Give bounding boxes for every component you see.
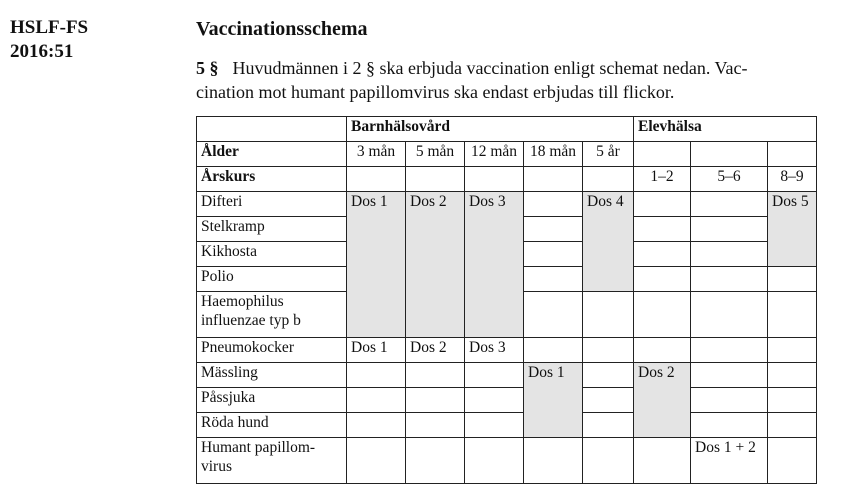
paragraph-line-1: Huvudmännen i 2 § ska erbjuda vaccination enligt schemat nedan. Vac- [232,58,748,78]
empty-cell [583,292,634,338]
dose-cell: Dos 2 [634,363,691,438]
empty-cell [465,438,524,484]
table-row-hpv [197,438,817,484]
table-row-pneumokocker [197,338,817,363]
age-cell: 3 mån [347,142,406,167]
empty-cell [406,413,465,438]
table-row-roda-hund [197,413,817,438]
empty-cell [634,338,691,363]
empty-cell [583,338,634,363]
empty-cell [634,267,691,292]
empty-cell [768,142,817,167]
vaccine-label: Kikhosta [197,242,347,267]
table-row-difteri [197,192,817,217]
empty-cell [465,413,524,438]
empty-cell [768,363,817,388]
group-header-barnhalsovard: Barnhälsovård [347,117,634,142]
vaccine-label: Difteri [197,192,347,217]
empty-cell [691,338,768,363]
empty-cell [583,363,634,388]
empty-cell [634,438,691,484]
empty-cell [347,388,406,413]
grade-cell: 1–2 [634,167,691,192]
empty-cell [524,192,583,217]
empty-cell [406,388,465,413]
empty-cell [691,292,768,338]
grade-row [197,167,817,192]
vaccine-label-line-2: influenzae typ b [201,312,301,329]
row-label-age: Ålder [197,142,347,167]
dose-cell: Dos 1 + 2 [691,438,768,484]
empty-cell [768,267,817,292]
empty-cell [768,413,817,438]
empty-cell [347,363,406,388]
empty-cell [524,267,583,292]
empty-cell [768,388,817,413]
vaccine-label-line-2: virus [201,458,232,475]
empty-cell [691,142,768,167]
vaccine-label: Mässling [197,363,347,388]
row-label-grade: Årskurs [197,167,347,192]
empty-cell [524,242,583,267]
empty-cell [347,413,406,438]
dose-cell: Dos 2 [406,192,465,338]
empty-cell [583,438,634,484]
empty-cell [691,217,768,242]
empty-cell [634,292,691,338]
dose-cell: Dos 1 [347,338,406,363]
vaccine-label: Påssjuka [197,388,347,413]
grade-cell: 8–9 [768,167,817,192]
empty-cell [524,438,583,484]
empty-cell [524,217,583,242]
age-cell: 5 år [583,142,634,167]
grade-cell: 5–6 [691,167,768,192]
dose-cell: Dos 5 [768,192,817,267]
empty-cell [634,192,691,217]
section-paragraph [196,56,824,104]
page-title: Vaccinationsschema [196,18,368,40]
dose-cell: Dos 4 [583,192,634,292]
doc-series: HSLF-FS [10,17,89,38]
empty-cell [524,167,583,192]
empty-cell [768,292,817,338]
empty-cell [691,388,768,413]
group-header-elevhalsa: Elevhälsa [634,117,817,142]
doc-number: 2016:51 [10,41,74,62]
table-row-massling [197,363,817,388]
vaccine-label: Stelkramp [197,217,347,242]
vaccine-label: Polio [197,267,347,292]
empty-cell [583,388,634,413]
paragraph-line-2: cination mot humant papillomvirus ska endast erbjudas till flickor. [196,82,675,102]
empty-cell [691,413,768,438]
empty-cell [406,363,465,388]
empty-cell [347,167,406,192]
group-header-row [197,117,817,142]
vaccination-schedule-table [196,116,817,484]
vaccine-label: Pneumokocker [197,338,347,363]
empty-cell [634,217,691,242]
dose-cell: Dos 3 [465,338,524,363]
vaccine-label [197,292,347,338]
empty-cell [465,363,524,388]
age-row [197,142,817,167]
empty-cell [634,242,691,267]
vaccine-label-line-1: Humant papillom- [201,439,316,456]
empty-cell [691,363,768,388]
dose-cell: Dos 1 [524,363,583,438]
corner-cell [197,117,347,142]
empty-cell [768,438,817,484]
empty-cell [347,438,406,484]
dose-cell: Dos 2 [406,338,465,363]
section-number: 5 § [196,58,219,78]
empty-cell [768,338,817,363]
empty-cell [634,142,691,167]
document-identifier [10,16,88,64]
dose-cell: Dos 3 [465,192,524,338]
empty-cell [691,267,768,292]
table-row-passjuka [197,388,817,413]
empty-cell [691,192,768,217]
empty-cell [583,167,634,192]
empty-cell [691,242,768,267]
age-cell: 18 mån [524,142,583,167]
dose-cell: Dos 1 [347,192,406,338]
empty-cell [465,167,524,192]
empty-cell [406,438,465,484]
vaccine-label [197,438,347,484]
vaccine-label: Röda hund [197,413,347,438]
empty-cell [465,388,524,413]
empty-cell [406,167,465,192]
empty-cell [583,413,634,438]
age-cell: 12 mån [465,142,524,167]
age-cell: 5 mån [406,142,465,167]
vaccine-label-line-1: Haemophilus [201,293,284,310]
empty-cell [524,292,583,338]
empty-cell [524,338,583,363]
